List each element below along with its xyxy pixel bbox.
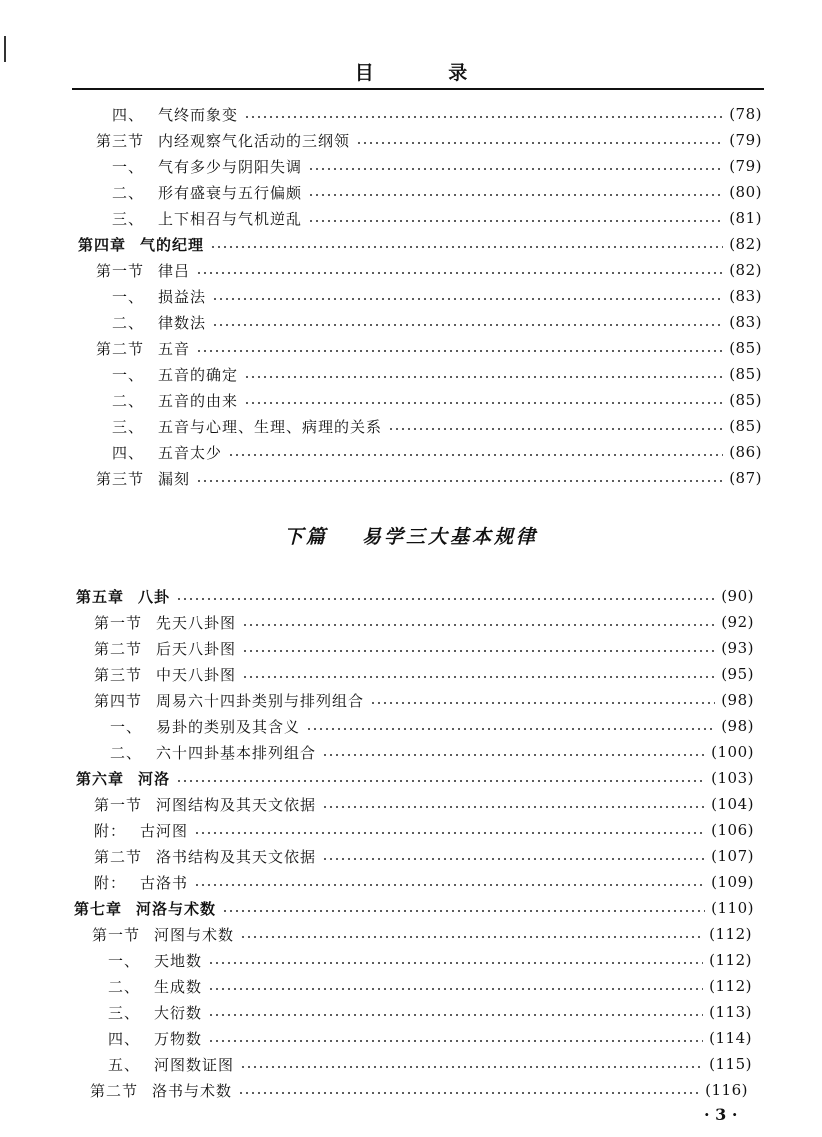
toc-entry[interactable] xyxy=(96,128,762,152)
entry-page: (87) xyxy=(729,469,762,487)
toc-chapter[interactable] xyxy=(76,766,754,790)
toc-entry[interactable] xyxy=(92,922,752,946)
dot-leader xyxy=(196,350,723,352)
entry-page: (85) xyxy=(729,365,762,383)
entry-page: (103) xyxy=(711,769,754,787)
part-heading xyxy=(0,522,822,549)
entry-title: 河洛 xyxy=(138,769,171,788)
toc-entry[interactable] xyxy=(96,258,762,282)
entry-number: 三、 xyxy=(112,417,145,436)
dot-leader xyxy=(244,116,723,118)
toc-entry[interactable] xyxy=(112,284,762,308)
entry-number: 第六章 xyxy=(76,769,125,788)
entry-title: 八卦 xyxy=(138,587,171,606)
entry-number: 第二节 xyxy=(94,847,143,866)
entry-page: (107) xyxy=(711,847,754,865)
entry-page: (116) xyxy=(705,1081,748,1099)
entry-page: (93) xyxy=(721,639,754,657)
entry-title: 六十四卦基本排列组合 xyxy=(156,743,317,762)
entry-page: (79) xyxy=(729,157,762,175)
part-label: 下篇 xyxy=(283,526,328,548)
entry-page: (112) xyxy=(709,951,752,969)
entry-page: (85) xyxy=(729,339,762,357)
dot-leader xyxy=(240,936,703,938)
dot-leader xyxy=(208,962,703,964)
dot-leader xyxy=(242,650,715,652)
dot-leader xyxy=(308,220,723,222)
entry-number: 附： xyxy=(94,821,127,840)
page-title: 目 录 xyxy=(354,62,502,84)
dot-leader xyxy=(208,988,703,990)
entry-page: (112) xyxy=(709,977,752,995)
entry-page: (110) xyxy=(711,899,754,917)
entry-label xyxy=(112,442,222,463)
entry-number: 二、 xyxy=(112,391,145,410)
entry-number: 第三节 xyxy=(94,665,143,684)
entry-label xyxy=(112,104,238,125)
dot-leader xyxy=(210,246,723,248)
toc-entry[interactable] xyxy=(94,610,754,634)
entry-title: 内经观察气化活动的三纲领 xyxy=(158,131,351,150)
entry-number: 第二节 xyxy=(96,339,145,358)
dot-leader xyxy=(306,728,715,730)
entry-page: (114) xyxy=(709,1029,752,1047)
dot-leader xyxy=(244,376,723,378)
dot-leader xyxy=(322,754,705,756)
toc-entry[interactable] xyxy=(108,1026,752,1050)
entry-label xyxy=(94,794,316,815)
entry-page: (92) xyxy=(721,613,754,631)
entry-title: 古河图 xyxy=(140,821,189,840)
dot-leader xyxy=(356,142,723,144)
toc-entry[interactable] xyxy=(112,102,762,126)
entry-page: (82) xyxy=(729,261,762,279)
entry-title: 漏刻 xyxy=(158,469,191,488)
toc-entry[interactable] xyxy=(94,688,754,712)
entry-number: 一、 xyxy=(110,717,143,736)
entry-label xyxy=(108,1054,234,1075)
toc-entry[interactable] xyxy=(94,870,754,894)
entry-page: (98) xyxy=(721,717,754,735)
entry-title: 损益法 xyxy=(158,287,207,306)
dot-leader xyxy=(208,1014,703,1016)
toc-entry[interactable] xyxy=(108,974,752,998)
toc-entry[interactable] xyxy=(94,662,754,686)
toc-entry[interactable] xyxy=(96,336,762,360)
entry-page: (109) xyxy=(711,873,754,891)
entry-label xyxy=(74,898,216,919)
entry-page: (82) xyxy=(729,235,762,253)
entry-label xyxy=(94,872,188,893)
dot-leader xyxy=(322,806,705,808)
entry-page: (100) xyxy=(711,743,754,761)
entry-number: 第二节 xyxy=(90,1081,139,1100)
entry-title: 五音 xyxy=(158,339,191,358)
dot-leader xyxy=(322,858,705,860)
toc-entry[interactable] xyxy=(96,466,762,490)
dot-leader xyxy=(242,676,715,678)
entry-page: (83) xyxy=(729,313,762,331)
dot-leader xyxy=(212,324,723,326)
entry-page: (106) xyxy=(711,821,754,839)
entry-label xyxy=(94,690,364,711)
entry-label xyxy=(96,130,350,151)
entry-number: 四、 xyxy=(112,443,145,462)
entry-label xyxy=(94,638,236,659)
entry-title: 中天八卦图 xyxy=(156,665,237,684)
entry-number: 五、 xyxy=(108,1055,141,1074)
entry-title: 律吕 xyxy=(158,261,191,280)
toc-entry[interactable] xyxy=(110,714,754,738)
entry-label xyxy=(112,208,302,229)
entry-title: 万物数 xyxy=(154,1029,203,1048)
entry-number: 第一节 xyxy=(96,261,145,280)
entry-page: (85) xyxy=(729,417,762,435)
toc-entry[interactable] xyxy=(112,154,762,178)
dot-leader xyxy=(196,480,723,482)
entry-label xyxy=(108,950,202,971)
entry-number: 四、 xyxy=(108,1029,141,1048)
entry-label xyxy=(94,612,236,633)
entry-label xyxy=(76,768,170,789)
entry-title: 气有多少与阴阳失调 xyxy=(158,157,303,176)
dot-leader xyxy=(242,624,715,626)
dot-leader xyxy=(388,428,723,430)
entry-label xyxy=(112,182,302,203)
entry-page: (98) xyxy=(721,691,754,709)
entry-number: 三、 xyxy=(108,1003,141,1022)
entry-label xyxy=(94,664,236,685)
dot-leader xyxy=(244,402,723,404)
toc-entry[interactable] xyxy=(112,206,762,230)
dot-leader xyxy=(238,1092,699,1094)
entry-label xyxy=(96,338,190,359)
entry-page: (113) xyxy=(709,1003,752,1021)
entry-number: 一、 xyxy=(112,365,145,384)
dot-leader xyxy=(176,780,705,782)
entry-label xyxy=(108,1028,202,1049)
entry-page: (95) xyxy=(721,665,754,683)
entry-title: 周易六十四卦类别与排列组合 xyxy=(156,691,365,710)
entry-title: 五音的确定 xyxy=(158,365,239,384)
entry-number: 第二节 xyxy=(94,639,143,658)
entry-label xyxy=(90,1080,232,1101)
entry-number: 第一节 xyxy=(94,795,143,814)
toc-entry[interactable] xyxy=(112,180,762,204)
entry-label xyxy=(112,312,206,333)
dot-leader xyxy=(308,168,723,170)
entry-title: 五音的由来 xyxy=(158,391,239,410)
entry-title: 形有盛衰与五行偏颇 xyxy=(158,183,303,202)
entry-title: 生成数 xyxy=(154,977,203,996)
entry-title: 气的纪理 xyxy=(140,235,205,254)
toc-entry[interactable] xyxy=(94,636,754,660)
entry-title: 上下相召与气机逆乱 xyxy=(158,209,303,228)
entry-number: 附： xyxy=(94,873,127,892)
dot-leader xyxy=(194,884,705,886)
entry-number: 二、 xyxy=(110,743,143,762)
entry-title: 气终而象变 xyxy=(158,105,239,124)
entry-number: 一、 xyxy=(112,287,145,306)
entry-title: 大衍数 xyxy=(154,1003,203,1022)
dot-leader xyxy=(370,702,715,704)
entry-page: (78) xyxy=(729,105,762,123)
dot-leader xyxy=(228,454,723,456)
toc-entry[interactable] xyxy=(94,844,754,868)
entry-number: 第四节 xyxy=(94,691,143,710)
entry-number: 三、 xyxy=(112,209,145,228)
entry-number: 四、 xyxy=(112,105,145,124)
entry-title: 河图数证图 xyxy=(154,1055,235,1074)
entry-title: 先天八卦图 xyxy=(156,613,237,632)
entry-label xyxy=(112,156,302,177)
toc-chapter[interactable] xyxy=(78,232,762,256)
entry-label xyxy=(112,416,382,437)
entry-label xyxy=(94,820,188,841)
entry-page: (86) xyxy=(729,443,762,461)
entry-title: 后天八卦图 xyxy=(156,639,237,658)
entry-page: (90) xyxy=(721,587,754,605)
toc-entry[interactable] xyxy=(108,948,752,972)
page-number: · 3 · xyxy=(704,1105,738,1124)
entry-number: 第一节 xyxy=(94,613,143,632)
entry-label xyxy=(112,286,206,307)
entry-label xyxy=(76,586,170,607)
entry-number: 二、 xyxy=(112,183,145,202)
toc-entry[interactable] xyxy=(112,388,762,412)
entry-title: 洛书与术数 xyxy=(152,1081,233,1100)
dot-leader xyxy=(240,1066,703,1068)
toc-chapter[interactable] xyxy=(74,896,754,920)
entry-label xyxy=(78,234,204,255)
entry-title: 五音与心理、生理、病理的关系 xyxy=(158,417,383,436)
toc-entry[interactable] xyxy=(108,1000,752,1024)
entry-title: 五音太少 xyxy=(158,443,223,462)
toc-entry[interactable] xyxy=(112,310,762,334)
toc-entry[interactable] xyxy=(112,440,762,464)
entry-number: 二、 xyxy=(108,977,141,996)
entry-number: 二、 xyxy=(112,313,145,332)
entry-number: 第五章 xyxy=(76,587,125,606)
entry-label xyxy=(112,390,238,411)
entry-number: 第一节 xyxy=(92,925,141,944)
entry-page: (80) xyxy=(729,183,762,201)
dot-leader xyxy=(222,910,705,912)
toc-entry[interactable] xyxy=(112,414,762,438)
entry-page: (79) xyxy=(729,131,762,149)
entry-page: (83) xyxy=(729,287,762,305)
entry-title: 河图结构及其天文依据 xyxy=(156,795,317,814)
entry-label xyxy=(94,846,316,867)
toc-entry[interactable] xyxy=(108,1052,752,1076)
entry-number: 第三节 xyxy=(96,131,145,150)
entry-title: 律数法 xyxy=(158,313,207,332)
entry-title: 洛书结构及其天文依据 xyxy=(156,847,317,866)
entry-number: 第三节 xyxy=(96,469,145,488)
dot-leader xyxy=(196,272,723,274)
dot-leader xyxy=(176,598,715,600)
entry-label xyxy=(108,1002,202,1023)
entry-label xyxy=(96,260,190,281)
entry-label xyxy=(108,976,202,997)
entry-page: (85) xyxy=(729,391,762,409)
dot-leader xyxy=(308,194,723,196)
dot-leader xyxy=(212,298,723,300)
entry-label xyxy=(92,924,234,945)
entry-page: (81) xyxy=(729,209,762,227)
entry-title: 河图与术数 xyxy=(154,925,235,944)
dot-leader xyxy=(194,832,705,834)
toc-entry[interactable] xyxy=(90,1078,748,1102)
part-title: 易学三大基本规律 xyxy=(362,526,539,548)
toc-entry[interactable] xyxy=(110,740,754,764)
entry-label xyxy=(110,716,300,737)
entry-title: 河洛与术数 xyxy=(136,899,217,918)
entry-label xyxy=(112,364,238,385)
dot-leader xyxy=(208,1040,703,1042)
entry-page: (115) xyxy=(709,1055,752,1073)
entry-number: 第四章 xyxy=(78,235,127,254)
entry-label xyxy=(110,742,316,763)
entry-number: 一、 xyxy=(108,951,141,970)
toc-chapter[interactable] xyxy=(76,584,754,608)
entry-title: 古洛书 xyxy=(140,873,189,892)
toc-entry[interactable] xyxy=(94,818,754,842)
entry-number: 一、 xyxy=(112,157,145,176)
entry-page: (104) xyxy=(711,795,754,813)
entry-title: 天地数 xyxy=(154,951,203,970)
entry-number: 第七章 xyxy=(74,899,123,918)
entry-label xyxy=(96,468,190,489)
entry-title: 易卦的类别及其含义 xyxy=(156,717,301,736)
toc-entry[interactable] xyxy=(94,792,754,816)
toc-entry[interactable] xyxy=(112,362,762,386)
entry-page: (112) xyxy=(709,925,752,943)
